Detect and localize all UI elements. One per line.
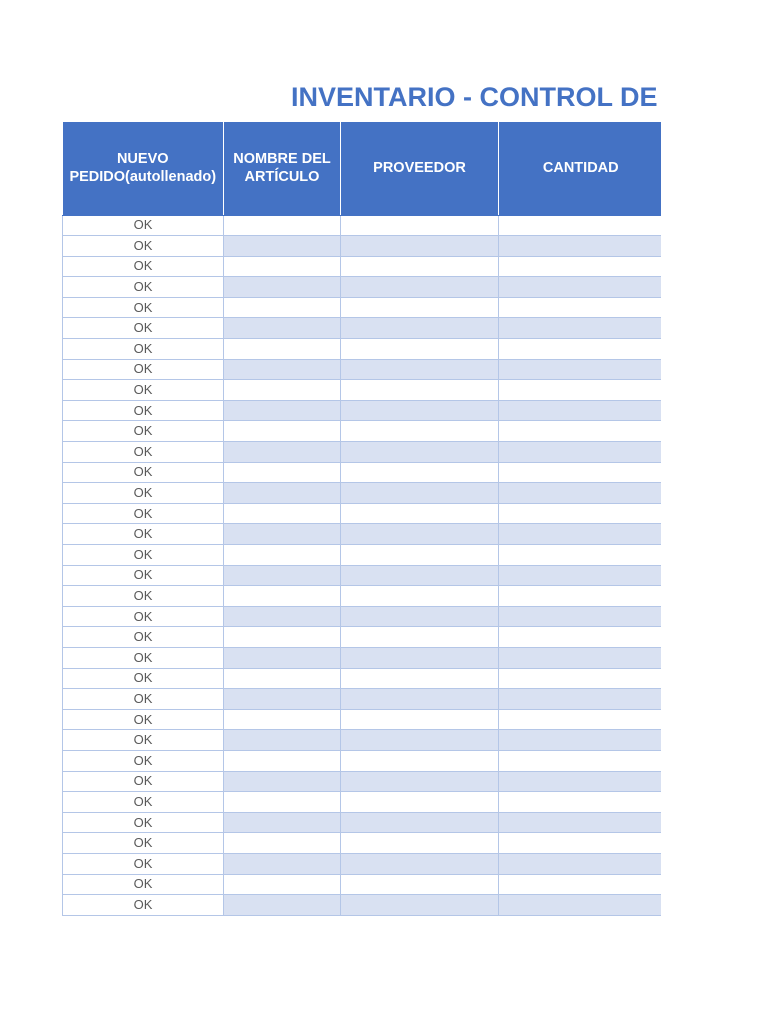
nuevo-pedido-cell[interactable]: OK xyxy=(63,647,224,668)
nombre-del-articulo-cell[interactable] xyxy=(224,874,341,895)
nuevo-pedido-cell[interactable]: OK xyxy=(63,833,224,854)
nombre-del-articulo-cell[interactable] xyxy=(224,545,341,566)
cantidad-cell[interactable] xyxy=(499,483,662,504)
nombre-del-articulo-cell[interactable] xyxy=(224,359,341,380)
proveedor-cell[interactable] xyxy=(341,380,499,401)
cantidad-cell[interactable] xyxy=(499,874,662,895)
cantidad-cell[interactable] xyxy=(499,833,662,854)
cantidad-cell[interactable] xyxy=(499,730,662,751)
proveedor-cell[interactable] xyxy=(341,545,499,566)
proveedor-cell[interactable] xyxy=(341,895,499,916)
proveedor-cell[interactable] xyxy=(341,483,499,504)
table-row xyxy=(63,421,662,442)
nombre-del-articulo-cell[interactable] xyxy=(224,709,341,730)
cantidad-cell[interactable] xyxy=(499,339,662,360)
proveedor-cell[interactable] xyxy=(341,647,499,668)
nombre-del-articulo-cell[interactable] xyxy=(224,503,341,524)
nuevo-pedido-cell[interactable]: OK xyxy=(63,318,224,339)
nombre-del-articulo-cell[interactable] xyxy=(224,483,341,504)
table-row xyxy=(63,895,662,916)
nombre-del-articulo-cell[interactable] xyxy=(224,647,341,668)
nuevo-pedido-cell[interactable]: OK xyxy=(63,853,224,874)
nombre-del-articulo-cell[interactable] xyxy=(224,277,341,298)
nombre-del-articulo-cell[interactable] xyxy=(224,421,341,442)
table-row xyxy=(63,215,662,236)
nuevo-pedido-cell[interactable]: OK xyxy=(63,277,224,298)
table-row xyxy=(63,339,662,360)
table-row xyxy=(63,627,662,648)
nuevo-pedido-cell[interactable]: OK xyxy=(63,215,224,236)
proveedor-cell[interactable] xyxy=(341,442,499,463)
table-row xyxy=(63,689,662,710)
table-row xyxy=(63,400,662,421)
nuevo-pedido-cell[interactable]: OK xyxy=(63,689,224,710)
cantidad-cell[interactable] xyxy=(499,215,662,236)
nombre-del-articulo-cell[interactable] xyxy=(224,730,341,751)
cantidad-cell[interactable] xyxy=(499,277,662,298)
nombre-del-articulo-cell[interactable] xyxy=(224,400,341,421)
nuevo-pedido-cell[interactable]: OK xyxy=(63,462,224,483)
proveedor-cell[interactable] xyxy=(341,215,499,236)
cantidad-cell[interactable] xyxy=(499,442,662,463)
nombre-del-articulo-cell[interactable] xyxy=(224,524,341,545)
table-row xyxy=(63,647,662,668)
cantidad-cell[interactable] xyxy=(499,668,662,689)
cantidad-cell[interactable] xyxy=(499,462,662,483)
nombre-del-articulo-cell[interactable] xyxy=(224,565,341,586)
cantidad-cell[interactable] xyxy=(499,750,662,771)
cantidad-cell[interactable] xyxy=(499,647,662,668)
proveedor-cell[interactable] xyxy=(341,606,499,627)
nuevo-pedido-cell[interactable]: OK xyxy=(63,750,224,771)
proveedor-cell[interactable] xyxy=(341,812,499,833)
cantidad-cell[interactable] xyxy=(499,545,662,566)
nombre-del-articulo-cell[interactable] xyxy=(224,750,341,771)
header-row xyxy=(63,122,662,215)
cantidad-cell[interactable] xyxy=(499,256,662,277)
nuevo-pedido-cell[interactable]: OK xyxy=(63,668,224,689)
column-header-proveedor[interactable]: PROVEEDOR xyxy=(341,122,499,215)
nuevo-pedido-cell[interactable]: OK xyxy=(63,565,224,586)
nombre-del-articulo-cell[interactable] xyxy=(224,627,341,648)
proveedor-cell[interactable] xyxy=(341,668,499,689)
table-row xyxy=(63,503,662,524)
table-row xyxy=(63,853,662,874)
cantidad-cell[interactable] xyxy=(499,503,662,524)
cantidad-cell[interactable] xyxy=(499,606,662,627)
proveedor-cell[interactable] xyxy=(341,730,499,751)
nombre-del-articulo-cell[interactable] xyxy=(224,833,341,854)
nuevo-pedido-cell[interactable]: OK xyxy=(63,709,224,730)
table-row xyxy=(63,256,662,277)
cantidad-cell[interactable] xyxy=(499,318,662,339)
proveedor-cell[interactable] xyxy=(341,359,499,380)
proveedor-cell[interactable] xyxy=(341,853,499,874)
table-row xyxy=(63,792,662,813)
nombre-del-articulo-cell[interactable] xyxy=(224,586,341,607)
table-row xyxy=(63,812,662,833)
inventory-table xyxy=(62,122,661,916)
nuevo-pedido-cell[interactable]: OK xyxy=(63,380,224,401)
cantidad-cell[interactable] xyxy=(499,421,662,442)
cantidad-cell[interactable] xyxy=(499,812,662,833)
nuevo-pedido-cell[interactable]: OK xyxy=(63,421,224,442)
inventory-sheet xyxy=(62,122,661,916)
title-area xyxy=(62,78,661,116)
proveedor-cell[interactable] xyxy=(341,750,499,771)
column-header-nombre-del-articulo[interactable]: NOMBRE DEL ARTÍCULO xyxy=(224,122,341,215)
nombre-del-articulo-cell[interactable] xyxy=(224,380,341,401)
table-row xyxy=(63,874,662,895)
nombre-del-articulo-cell[interactable] xyxy=(224,689,341,710)
nombre-del-articulo-cell[interactable] xyxy=(224,215,341,236)
cantidad-cell[interactable] xyxy=(499,565,662,586)
proveedor-cell[interactable] xyxy=(341,771,499,792)
table-row xyxy=(63,442,662,463)
table-row xyxy=(63,833,662,854)
nombre-del-articulo-cell[interactable] xyxy=(224,812,341,833)
nuevo-pedido-cell[interactable]: OK xyxy=(63,524,224,545)
nombre-del-articulo-cell[interactable] xyxy=(224,462,341,483)
table-row xyxy=(63,297,662,318)
proveedor-cell[interactable] xyxy=(341,874,499,895)
nombre-del-articulo-cell[interactable] xyxy=(224,771,341,792)
proveedor-cell[interactable] xyxy=(341,236,499,257)
proveedor-cell[interactable] xyxy=(341,318,499,339)
table-body xyxy=(63,215,662,915)
cantidad-cell[interactable] xyxy=(499,771,662,792)
proveedor-cell[interactable] xyxy=(341,503,499,524)
proveedor-cell[interactable] xyxy=(341,421,499,442)
table-row xyxy=(63,236,662,257)
table-row xyxy=(63,771,662,792)
proveedor-cell[interactable] xyxy=(341,792,499,813)
table-row xyxy=(63,545,662,566)
proveedor-cell[interactable] xyxy=(341,524,499,545)
nuevo-pedido-cell[interactable]: OK xyxy=(63,627,224,648)
nuevo-pedido-cell[interactable]: OK xyxy=(63,586,224,607)
nuevo-pedido-cell[interactable]: OK xyxy=(63,771,224,792)
proveedor-cell[interactable] xyxy=(341,565,499,586)
nombre-del-articulo-cell[interactable] xyxy=(224,297,341,318)
nombre-del-articulo-cell[interactable] xyxy=(224,895,341,916)
column-header-nuevo-pedido[interactable]: NUEVO PEDIDO(autollenado) xyxy=(63,122,224,215)
proveedor-cell[interactable] xyxy=(341,689,499,710)
proveedor-cell[interactable] xyxy=(341,339,499,360)
table-row xyxy=(63,462,662,483)
nombre-del-articulo-cell[interactable] xyxy=(224,668,341,689)
proveedor-cell[interactable] xyxy=(341,297,499,318)
cantidad-cell[interactable] xyxy=(499,689,662,710)
nuevo-pedido-cell[interactable]: OK xyxy=(63,730,224,751)
nuevo-pedido-cell[interactable]: OK xyxy=(63,297,224,318)
nuevo-pedido-cell[interactable]: OK xyxy=(63,545,224,566)
table-row xyxy=(63,380,662,401)
nombre-del-articulo-cell[interactable] xyxy=(224,606,341,627)
nuevo-pedido-cell[interactable]: OK xyxy=(63,483,224,504)
nombre-del-articulo-cell[interactable] xyxy=(224,256,341,277)
nombre-del-articulo-cell[interactable] xyxy=(224,792,341,813)
cantidad-cell[interactable] xyxy=(499,524,662,545)
nuevo-pedido-cell[interactable]: OK xyxy=(63,236,224,257)
nuevo-pedido-cell[interactable]: OK xyxy=(63,400,224,421)
nuevo-pedido-cell[interactable]: OK xyxy=(63,339,224,360)
nuevo-pedido-cell[interactable]: OK xyxy=(63,895,224,916)
table-row xyxy=(63,709,662,730)
proveedor-cell[interactable] xyxy=(341,709,499,730)
nuevo-pedido-cell[interactable]: OK xyxy=(63,256,224,277)
table-row xyxy=(63,586,662,607)
proveedor-cell[interactable] xyxy=(341,627,499,648)
proveedor-cell[interactable] xyxy=(341,400,499,421)
nombre-del-articulo-cell[interactable] xyxy=(224,853,341,874)
nuevo-pedido-cell[interactable]: OK xyxy=(63,503,224,524)
cantidad-cell[interactable] xyxy=(499,400,662,421)
cantidad-cell[interactable] xyxy=(499,297,662,318)
table-row xyxy=(63,277,662,298)
nombre-del-articulo-cell[interactable] xyxy=(224,318,341,339)
proveedor-cell[interactable] xyxy=(341,462,499,483)
nombre-del-articulo-cell[interactable] xyxy=(224,339,341,360)
nuevo-pedido-cell[interactable]: OK xyxy=(63,792,224,813)
table-row xyxy=(63,483,662,504)
proveedor-cell[interactable] xyxy=(341,586,499,607)
nuevo-pedido-cell[interactable]: OK xyxy=(63,442,224,463)
table-row xyxy=(63,668,662,689)
cantidad-cell[interactable] xyxy=(499,895,662,916)
cantidad-cell[interactable] xyxy=(499,236,662,257)
cantidad-cell[interactable] xyxy=(499,586,662,607)
table-row xyxy=(63,524,662,545)
nuevo-pedido-cell[interactable]: OK xyxy=(63,606,224,627)
table-row xyxy=(63,750,662,771)
sheet-title: INVENTARIO - CONTROL DE xyxy=(291,82,658,112)
column-header-cantidad[interactable]: CANTIDAD xyxy=(499,122,662,215)
table-row xyxy=(63,730,662,751)
cantidad-cell[interactable] xyxy=(499,709,662,730)
nuevo-pedido-cell[interactable]: OK xyxy=(63,812,224,833)
nuevo-pedido-cell[interactable]: OK xyxy=(63,359,224,380)
nombre-del-articulo-cell[interactable] xyxy=(224,442,341,463)
cantidad-cell[interactable] xyxy=(499,627,662,648)
table-row xyxy=(63,606,662,627)
table-row xyxy=(63,359,662,380)
cantidad-cell[interactable] xyxy=(499,792,662,813)
nombre-del-articulo-cell[interactable] xyxy=(224,236,341,257)
proveedor-cell[interactable] xyxy=(341,277,499,298)
table-row xyxy=(63,565,662,586)
cantidad-cell[interactable] xyxy=(499,853,662,874)
table-row xyxy=(63,318,662,339)
proveedor-cell[interactable] xyxy=(341,256,499,277)
cantidad-cell[interactable] xyxy=(499,359,662,380)
proveedor-cell[interactable] xyxy=(341,833,499,854)
cantidad-cell[interactable] xyxy=(499,380,662,401)
nuevo-pedido-cell[interactable]: OK xyxy=(63,874,224,895)
